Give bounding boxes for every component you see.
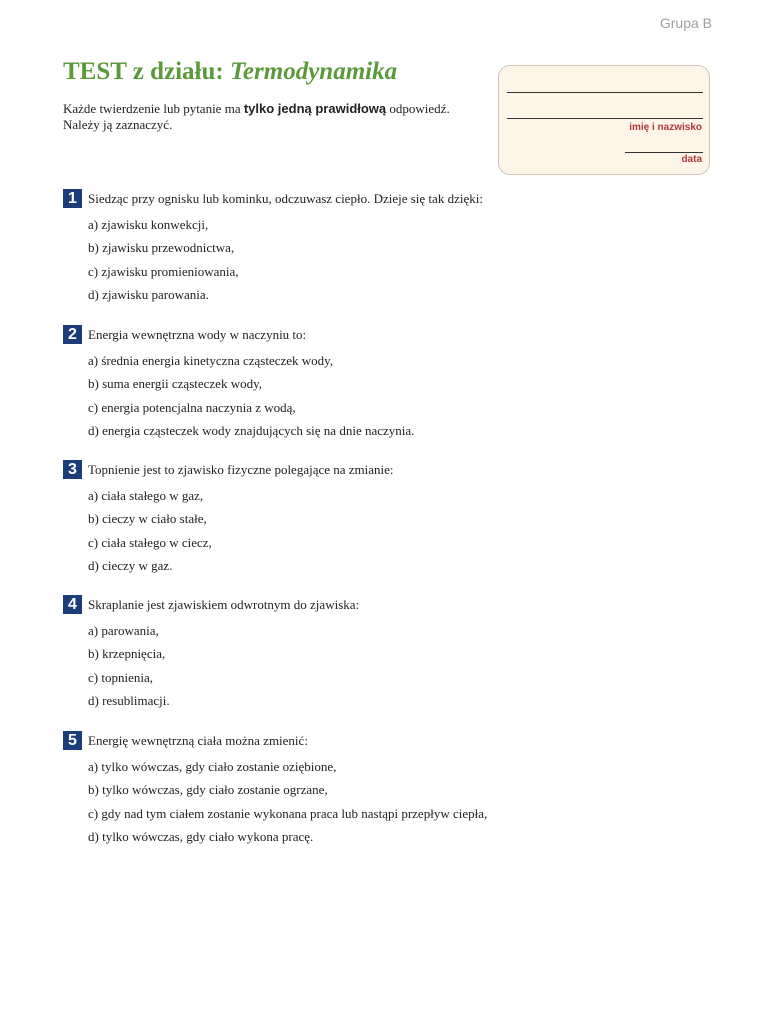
answer-c[interactable]: c) topnienia, bbox=[88, 669, 153, 685]
question-number: 5 bbox=[63, 731, 82, 750]
answer-a[interactable]: a) zjawisku konwekcji, bbox=[88, 217, 209, 232]
title-prefix: TEST z działu: bbox=[63, 58, 230, 85]
name-line-1[interactable] bbox=[507, 92, 703, 93]
answer-list bbox=[88, 488, 212, 581]
question-text: Skraplanie jest zjawiskiem odwrotnym do zjawiska: bbox=[88, 597, 360, 612]
answer-b[interactable]: b) tylko wówczas, gdy ciało zostanie ogrzane, bbox=[88, 782, 328, 798]
answer-c[interactable]: c) gdy nad tym ciałem zostanie wykonana praca lub nastąpi przepływ ciepła, bbox=[88, 805, 488, 821]
answer-d[interactable]: d) resublimacji. bbox=[88, 692, 170, 708]
answer-d[interactable]: d) zjawisku parowania. bbox=[88, 286, 209, 302]
question-number: 1 bbox=[63, 189, 82, 208]
answer-a[interactable]: a) parowania, bbox=[88, 623, 159, 638]
date-caption: data bbox=[681, 154, 702, 165]
answer-list bbox=[88, 353, 414, 446]
instructions-part1: Każde twierdzenie lub pytanie ma bbox=[63, 101, 244, 116]
name-line-2[interactable] bbox=[507, 118, 703, 119]
answer-b[interactable]: b) krzepnięcia, bbox=[88, 646, 166, 662]
question-number: 4 bbox=[63, 595, 82, 614]
answer-c[interactable]: c) ciała stałego w ciecz, bbox=[88, 534, 212, 550]
name-caption: imię i nazwisko bbox=[629, 122, 702, 133]
answer-list bbox=[88, 759, 487, 852]
answer-b[interactable]: b) zjawisku przewodnictwa, bbox=[88, 240, 235, 256]
test-title bbox=[63, 58, 397, 86]
title-topic: Termodynamika bbox=[229, 58, 398, 85]
answer-b[interactable]: b) suma energii cząsteczek wody, bbox=[88, 376, 262, 392]
answer-a[interactable]: a) średnia energia kinetyczna cząsteczek wody, bbox=[88, 353, 334, 368]
answer-b[interactable]: b) cieczy w ciało stałe, bbox=[88, 511, 207, 527]
answer-d[interactable]: d) energia cząsteczek wody znajdujących się na dnie naczynia. bbox=[88, 422, 415, 438]
question-text: Siedząc przy ognisku lub kominku, odczuwasz ciepło. Dzieje się tak dzięki: bbox=[88, 191, 483, 206]
answer-c[interactable]: c) energia potencjalna naczynia z wodą, bbox=[88, 399, 296, 415]
answer-c[interactable]: c) zjawisku promieniowania, bbox=[88, 263, 239, 279]
answer-list bbox=[88, 217, 239, 310]
instructions-line2: Należy ją zaznaczyć. bbox=[63, 117, 173, 132]
answer-list bbox=[88, 623, 170, 716]
answer-a[interactable]: a) ciała stałego w gaz, bbox=[88, 488, 204, 503]
question-number: 3 bbox=[63, 460, 82, 479]
instructions bbox=[63, 101, 483, 133]
answer-a[interactable]: a) tylko wówczas, gdy ciało zostanie oziębione, bbox=[88, 759, 337, 774]
date-line[interactable] bbox=[625, 152, 703, 153]
instructions-part2: odpowiedź. bbox=[386, 101, 450, 116]
instructions-emphasis: tylko jedną prawidłową bbox=[243, 101, 387, 116]
answer-d[interactable]: d) tylko wówczas, gdy ciało wykona pracę. bbox=[88, 828, 314, 844]
answer-d[interactable]: d) cieczy w gaz. bbox=[88, 557, 173, 573]
question-text: Energia wewnętrzna wody w naczyniu to: bbox=[88, 327, 307, 342]
question-text: Topnienie jest to zjawisko fizyczne polegające na zmianie: bbox=[88, 462, 394, 477]
question-number: 2 bbox=[63, 325, 82, 344]
group-label: Grupa B bbox=[659, 15, 712, 31]
name-date-box bbox=[498, 65, 710, 175]
question-text: Energię wewnętrzną ciała można zmienić: bbox=[88, 733, 308, 748]
